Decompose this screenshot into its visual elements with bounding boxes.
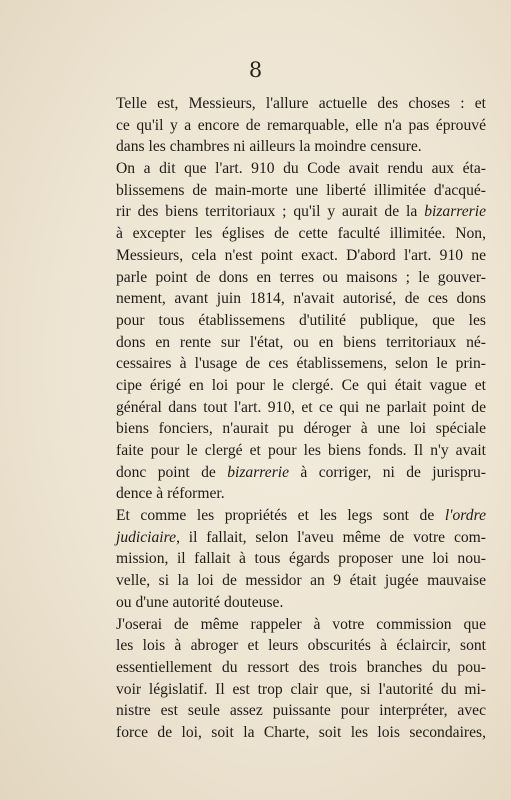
text-line: essentiellement du ressort des trois branches du pou- xyxy=(116,658,486,676)
text-line: les lois à abroger et leurs obscurités à éclaircir, sont xyxy=(116,637,486,655)
text-line: blissemens de main-morte une liberté illimitée d'acqué- xyxy=(116,181,486,199)
text-line: nement, avant juin 1814, n'avait autorisé, de ces dons xyxy=(116,290,486,308)
text-line: force de loi, soit la Charte, soit les lois secondaires, xyxy=(116,723,486,741)
text-line: ce qu'il y a encore de remarquable, elle n'a pas éprouvé xyxy=(116,116,486,134)
text-line: On a dit que l'art. 910 du Code avait rendu aux éta- xyxy=(116,160,486,178)
paragraph-1 xyxy=(116,93,486,158)
text-line: rir des biens territoriaux ; qu'il y aurait de la bizarrerie xyxy=(116,203,486,221)
text-line: Telle est, Messieurs, l'allure actuelle des choses : et xyxy=(116,95,486,112)
text-line: à excepter les églises de cette faculté illimitée. Non, xyxy=(116,225,486,243)
page-number: 8 xyxy=(248,58,263,82)
text-line: voir législatif. Il est trop clair que, si l'autorité du mi- xyxy=(116,680,486,698)
paragraph-3 xyxy=(116,505,486,613)
text-line: donc point de bizarrerie à corriger, ni de jurispru- xyxy=(116,463,486,481)
text-line: biens fonciers, n'aurait pu déroger à une loi spéciale xyxy=(116,420,486,438)
text-line: mission, il fallait à tous égards proposer une loi nou- xyxy=(116,550,486,568)
text-line: parle point de dons en terres ou maisons ; le gouver- xyxy=(116,268,486,286)
text-line: Messieurs, cela n'est point exact. D'abord l'art. 910 ne xyxy=(116,246,486,264)
text-line: dons en rente sur l'état, ou en biens territoriaux né- xyxy=(116,333,486,351)
text-line: dans les chambres ni ailleurs la moindre censure. xyxy=(116,138,422,156)
text-line: pour tous établissemens d'utilité publique, que les xyxy=(116,311,486,329)
text-line: Et comme les propriétés et les legs sont de l'ordre xyxy=(116,507,486,525)
text-line: dence à réformer. xyxy=(116,485,225,503)
body-text xyxy=(116,93,486,744)
text-line: faite pour le clergé et pour les biens fonds. Il n'y avait xyxy=(116,442,486,459)
text-line: velle, si la loi de messidor an 9 était jugée mauvaise xyxy=(116,572,486,590)
text-line: ou d'une autorité douteuse. xyxy=(116,593,284,611)
text-line: judiciaire, il fallait, selon l'aveu même de votre com- xyxy=(116,528,486,546)
paragraph-4 xyxy=(116,614,486,744)
text-line: cessaires à l'usage de ces établissemens, selon le prin- xyxy=(116,355,486,373)
text-line: J'oserai de même rappeler à votre commission que xyxy=(116,615,486,633)
paragraph-2 xyxy=(116,158,486,505)
text-line: nistre est seule assez puissante pour interpréter, avec xyxy=(116,702,486,720)
text-line: général dans tout l'art. 910, et ce qui ne parlait point de xyxy=(116,398,486,416)
text-line: cipe érigé en loi pour le clergé. Ce qui était vague et xyxy=(116,376,486,394)
